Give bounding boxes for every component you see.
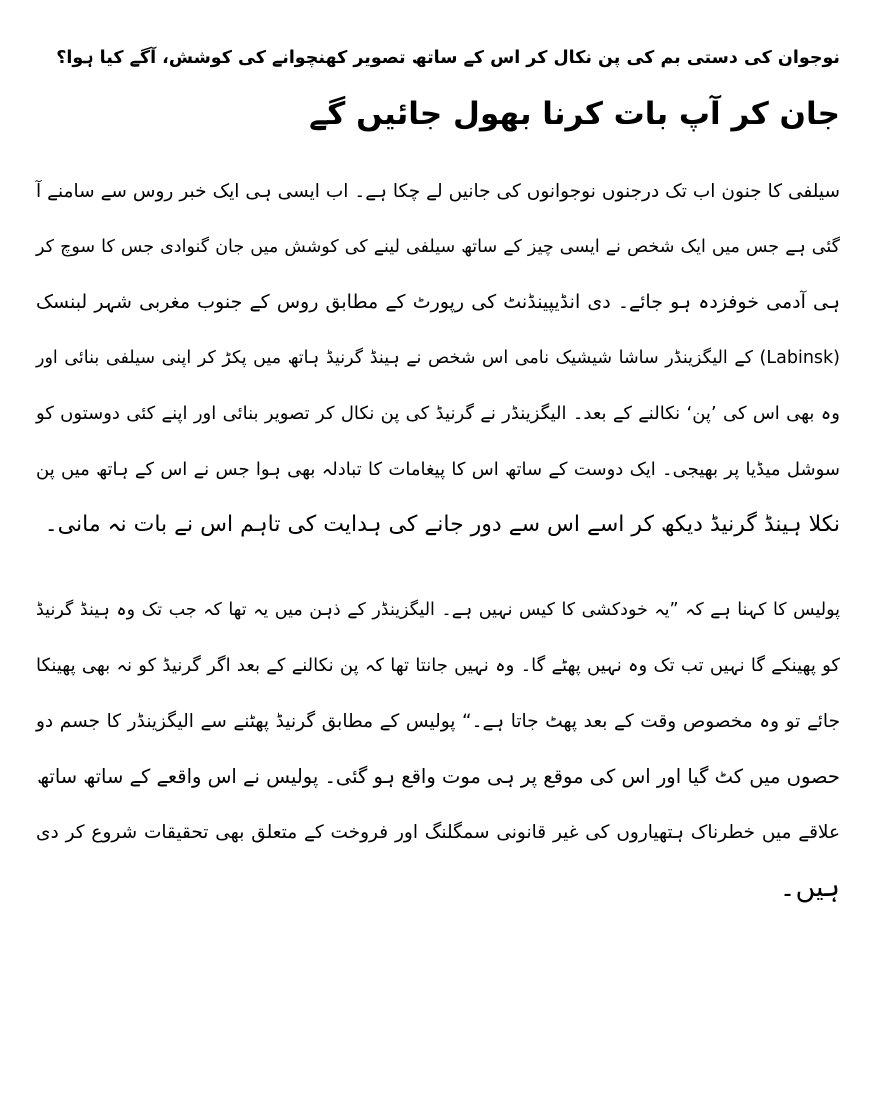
text-line: وہ بھی اس کی ’پن‘ نکالنے کے بعد۔ الیگزینڈر نے گرنیڈ کی پن نکال کر تصویر بنائی اور اپنے کئی دوستوں کو — [36, 403, 840, 424]
article-paragraph-1 — [36, 164, 840, 553]
text-line: نکلا ہینڈ گرنیڈ دیکھ کر اسے اس سے دور جانے کی ہدایت کی تاہم اس نے بات نہ مانی۔ — [44, 512, 840, 537]
text-line: پولیس کا کہنا ہے کہ ”یہ خودکشی کا کیس نہیں ہے۔ الیگزینڈر کے ذہن میں یہ تھا کہ جب تک وہ ہینڈ گرنیڈ — [36, 599, 840, 620]
text-line: ہی آدمی خوفزدہ ہو جائے۔ دی انڈیپینڈنٹ کی رپورٹ کے مطابق روس کے جنوب مغربی شہر لبنسک — [36, 291, 840, 313]
text-line: گئی ہے جس میں ایک شخص نے ایسی چیز کے ساتھ سیلفی لینے کی کوشش میں جان گنوادی جس کا سوچ کر — [36, 236, 840, 257]
headline-line: جان کر آپ بات کرنا بھول جائیں گے — [309, 96, 840, 132]
text-line: کو پھینکے گا نہیں تب تک وہ نہیں پھٹے گا۔ وہ نہیں جانتا تھا کہ پن نکالنے کے بعد اگر گرنیڈ کو نہ بھی پھینکا — [36, 655, 840, 676]
text-line: سیلفی کا جنون اب تک درجنوں نوجوانوں کی جانیں لے چکا ہے۔ اب ایسی ہی ایک خبر روس سے سامنے آ — [36, 181, 840, 202]
text-line: ہیں۔ — [779, 872, 840, 903]
article-paragraph-2 — [36, 583, 840, 916]
text-line: (Labinsk) کے الیگزینڈر ساشا شیشیک نامی اس شخص نے ہینڈ گرنیڈ ہاتھ میں پکڑ کر اپنی سیلفی بنائی اور — [36, 347, 840, 368]
text-line: علاقے میں خطرناک ہتھیاروں کی غیر قانونی سمگلنگ اور فروخت کے متعلق بھی تحقیقات شروع کر دی — [36, 821, 840, 843]
text-line: سوشل میڈیا پر بھیجی۔ ایک دوست کے ساتھ اس کا پیغامات کا تبادلہ بھی ہوا جس نے اس کے ہاتھ میں پن — [36, 458, 840, 480]
article-headline — [36, 30, 840, 142]
text-line: حصوں میں کٹ گیا اور اس کی موقع پر ہی موت واقع ہو گئی۔ پولیس نے اس واقعے کے ساتھ ساتھ — [37, 765, 840, 788]
text-line: جائے تو وہ مخصوص وقت کے بعد پھٹ جاتا ہے۔“ پولیس کے مطابق گرنیڈ پھٹنے سے الیگزینڈر کا جسم دو — [36, 710, 840, 732]
headline-line: نوجوان کی دستی بم کی پن نکال کر اس کے ساتھ تصویر کھنچوانے کی کوشش، آگے کیا ہوا؟ — [56, 48, 840, 68]
